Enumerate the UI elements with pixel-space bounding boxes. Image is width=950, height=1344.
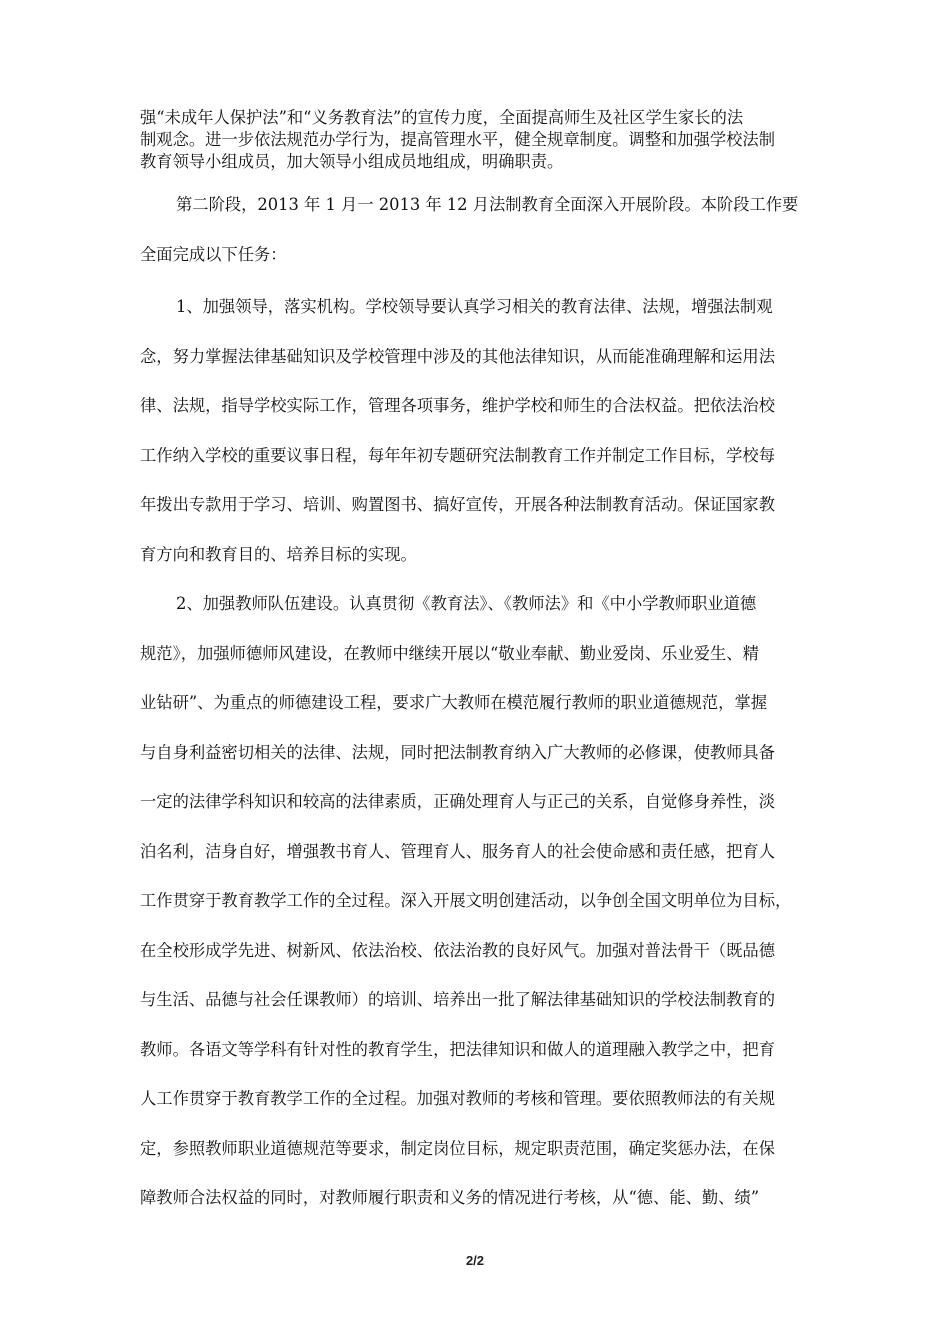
text-line: 育方向和教育目的、培养目标的实现。 — [140, 544, 417, 564]
page-number: 2/2 — [465, 1253, 485, 1268]
text-line: 年拨出专款用于学习、培训、购置图书、搞好宣传，开展各种法制教育活动。保证国家教 — [140, 495, 775, 514]
document-body — [140, 107, 812, 1223]
text-line: 工作贯穿于教育教学工作的全过程。深入开展文明创建活动，以争创全国文明单位为目标， — [140, 891, 792, 910]
text-line: 强“未成年人保护法”和“义务教育法”的宣传力度，全面提高师生及社区学生家长的法 — [140, 108, 744, 127]
text-line: 工作纳入学校的重要议事日程，每年年初专题研究法制教育工作并制定工作目标，学校每 — [140, 445, 775, 465]
text-line: 教育领导小组成员，加大领导小组成员地组成，明确职责。 — [140, 152, 564, 171]
text-line: 规范》，加强师德师风建设，在教师中继续开展以“敬业奉献、勤业爱岗、乐业爱生、精 — [140, 643, 759, 663]
text-line: 律、法规，指导学校实际工作，管理各项事务，维护学校和师生的合法权益。把依法治校 — [140, 396, 775, 415]
text-line: 障教师合法权益的同时，对教师履行职责和义务的情况进行考核，从“德、能、勤、绩” — [140, 1188, 760, 1207]
paragraph-second-stage — [140, 180, 812, 279]
text-line: 1、加强领导，落实机构。学校领导要认真学习相关的教育法律、法规，增强法制观 — [176, 297, 773, 316]
text-line: 在全校形成学先进、树新风、依法治校、依法治教的良好风气。加强对普法骨干（既品德 — [140, 940, 775, 960]
text-line: 泊名利，洁身自好，增强教书育人、管理育人、服务育人的社会使命感和责任感，把育人 — [140, 841, 775, 861]
text-line: 业钻研”、为重点的师德建设工程，要求广大教师在模范履行教师的职业道德规范，掌握 — [140, 693, 768, 712]
text-line: 制观念。进一步依法规范办学行为，提高管理水平，健全规章制度。调整和加强学校法制 — [140, 130, 775, 149]
paragraph-item-2-teachers — [140, 579, 812, 1223]
text-line: 一定的法律学科知识和较高的法律素质，正确处理育人与正己的关系，自觉修身养性，淡 — [140, 792, 775, 811]
paragraph-item-1-leadership — [140, 282, 812, 579]
text-line: 教师。各语文等学科有针对性的教育学生，把法律知识和做人的道理融入教学之中，把育 — [140, 1039, 775, 1059]
text-line: 全面完成以下任务： — [140, 244, 287, 264]
text-line: 与生活、品德与社会任课教师）的培训、培养出一批了解法律基础知识的学校法制教育的 — [140, 990, 775, 1009]
text-line: 2、加强教师队伍建设。认真贯彻《教育法》、《教师法》和《中小学教师职业道德 — [176, 594, 757, 613]
text-line: 与自身利益密切相关的法律、法规，同时把法制教育纳入广大教师的必修课，使教师具备 — [140, 742, 775, 762]
paragraph-legal-awareness — [140, 107, 812, 173]
text-line: 第二阶段，2013 年 1 月一 2013 年 12 月法制教育全面深入开展阶段。本阶段工作要 — [176, 195, 799, 214]
text-line: 人工作贯穿于教育教学工作的全过程。加强对教师的考核和管理。要依照教师法的有关规 — [140, 1089, 775, 1108]
text-line: 定，参照教师职业道德规范等要求，制定岗位目标，规定职责范围，确定奖惩办法，在保 — [140, 1138, 775, 1158]
text-line: 念，努力掌握法律基础知识及学校管理中涉及的其他法律知识，从而能准确理解和运用法 — [140, 346, 775, 366]
